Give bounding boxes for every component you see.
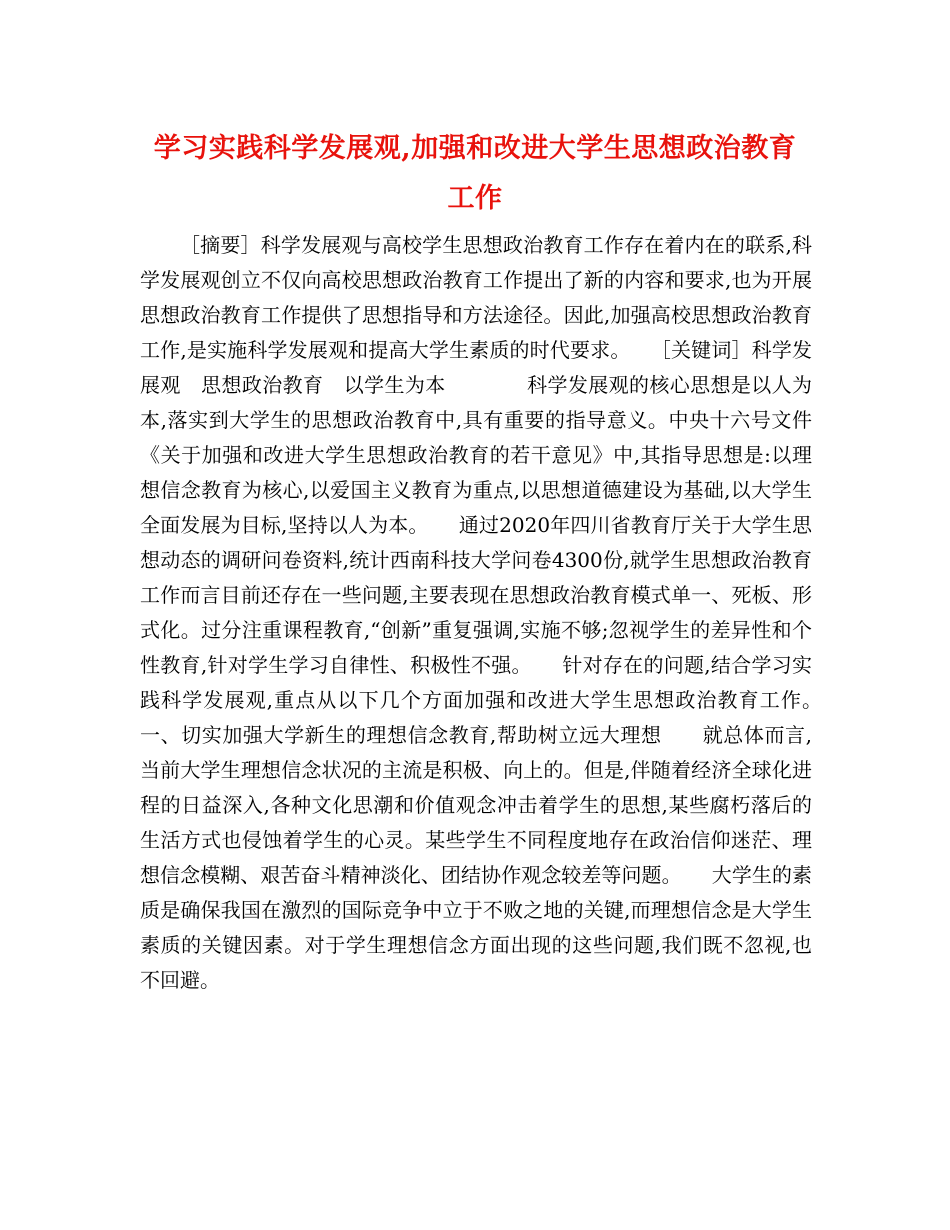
document-title-line-2: 工作 xyxy=(447,183,503,214)
document-title-line-1: 学习实践科学发展观,加强和改进大学生思想政治教育 xyxy=(153,133,797,164)
document-body-text: ［摘要］科学发展观与高校学生思想政治教育工作存在着内在的联系,科学发展观创立不仅向高校思想政治教育工作提出了新的内容和要求,也为开展思想政治教育工作提供了思想指导和方法途径。因此,加强高校思想政治教育工作,是实施科学发展观和提高大学生素质的时代要求。 ［关键词］科学发展观 思想政治教育 以学生为本 科学发展观的核心思想是以人为本,落实到大学生的思想政治教育中,具有重要的指导意义。中央十六号文件《关于加强和改进大学生思想政治教育的若干意见》中,其指导思想是:以理想信念教育为核心,以爱国主义教育为重点,以思想道德建设为基础,以大学生全面发展为目标,坚持以人为本。 通过2020年四川省教育厅关于大学生思想动态的调研问卷资料,统计西南科技大学问卷4300份,就学生思想政治教育工作而言目前还存在一些问题,主要表现在思想政治教育模式单一、死板、形式化。过分注重课程教育,“创新”重复强调,实施不够;忽视学生的差异性和个性教育,针对学生学习自律性、积极性不强。 针对存在的问题,结合学习实践科学发展观,重点从以下几个方面加强和改进大学生思想政治教育工作。 一、切实加强大学新生的理想信念教育,帮助树立远大理想 就总体而言,当前大学生理想信念状况的主流是积极、向上的。但是,伴随着经济全球化进程的日益深入,各种文化思潮和价值观念冲击着学生的思想,某些腐朽落后的生活方式也侵蚀着学生的心灵。某些学生不同程度地存在政治信仰迷茫、理想信念模糊、艰苦奋斗精神淡化、团结协作观念较差等问题。 大学生的素质是确保我国在激烈的国际竞争中立于不败之地的关键,而理想信念是大学生素质的关键因素。对于学生理想信念方面出现的这些问题,我们既不忽视,也不回避。 xyxy=(140,233,852,992)
